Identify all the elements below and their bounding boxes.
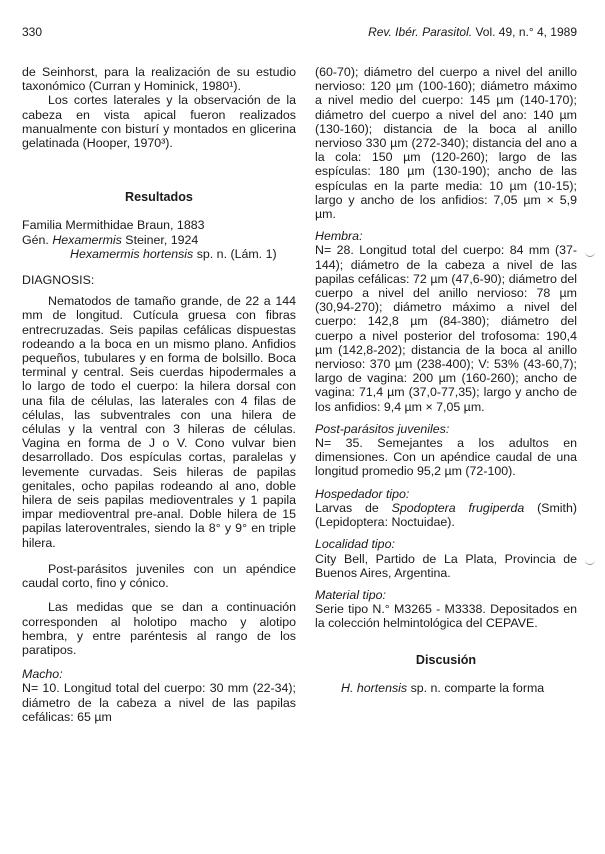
spacer — [22, 204, 296, 218]
discusion-rest: sp. n. comparte la forma — [407, 680, 545, 695]
macho-measurements: N= 10. Longitud total del cuerpo: 30 mm (22-34); diámetro de la cabeza a nivel de las papilas cefálicas: 65 µm — [22, 681, 296, 724]
page-header — [22, 25, 577, 43]
macho-measurements-continued: (60-70); diámetro del cuerpo a nivel del anillo nervioso: 120 µm (100-160); diámetro máximo a nivel medio del cuerpo: 145 µm (140-170); diámetro del cuerpo a nivel del ano: 140 µm (130-160); distancia de la boca al anillo nervioso 330 µm (272-340); distancia del ano a la cola: 150 µm (120-260); largo de las espículas: 180 µm (130-190); ancho de las espículas en la parte media: 10 µm (10-15); largo y ancho de los anfidios: 7,05 µm × 5,9 µm. — [315, 65, 577, 222]
intro-paragraph-2: Los cortes laterales y la observación de la cabeza en vista apical fueron realizados manualmente con bisturí y montados en glicerina gelatinada (Hooper, 1970³). — [22, 93, 296, 151]
discusion-heading: Discusión — [415, 652, 477, 667]
spacer — [315, 667, 577, 681]
diagnosis-paragraph-2: Post-parásitos juveniles con un apéndice caudal corto, fino y cónico. — [22, 561, 296, 591]
genus-name: Hexamermis — [52, 232, 122, 247]
scan-artifact-mark — [585, 252, 595, 257]
spacer — [22, 287, 296, 294]
spacer — [22, 261, 296, 273]
discusion-text — [315, 681, 577, 695]
running-title — [368, 25, 577, 39]
intro-paragraph-1: de Seinhorst, para la realización de su estudio taxonómico (Curran y Hominick, 1980¹). — [22, 65, 296, 94]
diagnosis-paragraph-1: Nematodos de tamaño grande, de 22 a 144 mm de longitud. Cutícula gruesa con fibras entrecruzadas. Seis papilas cefálicas dispuestas rodeando a la boca en un mismo plano. Anfidios pequeños, tubulares y en forma de bolsillo. Boca terminal y central. Seis cuerdas hipodermales a lo largo de todo el cuerpo: la hilera dorsal con una fila de células, las laterales con 4 filas de células, las subventrales con una hilera de células y la ventral con 3 hileras de células. Vagina en forma de J o V. Cono vulvar bien desarrollado. Dos espículas cortas, paralelas y levemente curvadas. Seis hileras de papilas genitales, ocho papilas rodeando al ano, doble hilera de seis papilas medioventrales y 1 papila impar medioventral pre-anal. Doble hilera de 15 papilas lateroventrales, siendo la 8° y 9° en triple hilera. — [22, 294, 296, 550]
spacer — [315, 631, 577, 653]
species-suffix: sp. n. (Lám. 1) — [193, 246, 277, 261]
genus-prefix: Gén. — [22, 232, 53, 247]
species-line — [22, 247, 296, 261]
spacer — [315, 221, 577, 229]
diagnosis-heading: DIAGNOSIS: — [22, 273, 95, 288]
hospedador-label: Hospedador tipo: — [315, 486, 410, 501]
macho-label: Macho: — [22, 667, 63, 682]
scan-artifact-mark — [585, 560, 595, 565]
material-label: Material tipo: — [315, 587, 386, 602]
page-number: 330 — [22, 25, 43, 39]
discusion-species: H. hortensis — [341, 680, 408, 695]
spacer — [315, 529, 577, 537]
journal-title: Rev. Ibér. Parasitol. — [368, 25, 473, 39]
volume-info: Vol. 49, n.° 4, 1989 — [475, 25, 577, 39]
hembra-label: Hembra: — [315, 229, 363, 244]
hospedador-text — [315, 501, 577, 529]
resultados-heading: Resultados — [125, 190, 193, 205]
localidad-text: City Bell, Partido de La Plata, Provincia de Buenos Aires, Argentina. — [315, 551, 577, 580]
localidad-label: Localidad tipo: — [315, 537, 395, 552]
spacer — [22, 550, 296, 562]
spacer — [22, 590, 296, 600]
familia-line: Familia Mermithidae Braun, 1883 — [22, 218, 205, 233]
left-column — [22, 65, 296, 724]
genus-author: Steiner, 1924 — [121, 232, 199, 247]
diagnosis-paragraph-3: Las medidas que se dan a continuación corresponden al holotipo macho y alotipo hembra, y entre paréntesis al rango de los paratipos. — [22, 600, 296, 657]
spacer — [22, 150, 296, 190]
spacer — [315, 479, 577, 487]
hospedador-prefix: Larvas de — [315, 500, 392, 515]
spacer — [315, 580, 577, 588]
postparasitos-text: N= 35. Semejantes a los adultos en dimensiones. Con un apéndice caudal de una longitud promedio 95,2 µm (72-100). — [315, 436, 577, 479]
material-text: Serie tipo N.° M3265 - M3338. Depositados en la colección helmintológica del CEPAVE. — [315, 602, 577, 631]
spacer — [315, 414, 577, 422]
hospedador-suffix: (Smith) (Lepidoptera: Noctuidae). — [315, 500, 577, 530]
spacer — [22, 657, 296, 667]
hospedador-species: Spodoptera frugiperda — [391, 500, 525, 515]
postparasitos-label: Post-parásitos juveniles: — [315, 421, 450, 436]
genus-line — [22, 233, 296, 247]
right-column — [315, 65, 577, 695]
species-name: Hexamermis hortensis — [70, 246, 194, 261]
hembra-measurements: N= 28. Longitud total del cuerpo: 84 mm (37-144); diámetro de la cabeza a nivel de las papilas cefálicas: 72 µm (47,6-90); diámetro del cuerpo a nivel del anillo nervioso: 78 µm (30,94-270); diámetro máximo a nivel del cuerpo: 142,8 µm (84-380); diámetro del cuerpo a nivel posterior del trofosoma: 190,4 µm (142,8-202); distancia de la boca al anillo nervioso: 370 µm (238-400); V: 53% (43-60,7); largo de vagina: 200 µm (160-260); ancho de vagina: 71,4 µm (37,0-77,35); largo y ancho de los anfidios: 9,4 µm × 7,05 µm. — [315, 243, 577, 414]
